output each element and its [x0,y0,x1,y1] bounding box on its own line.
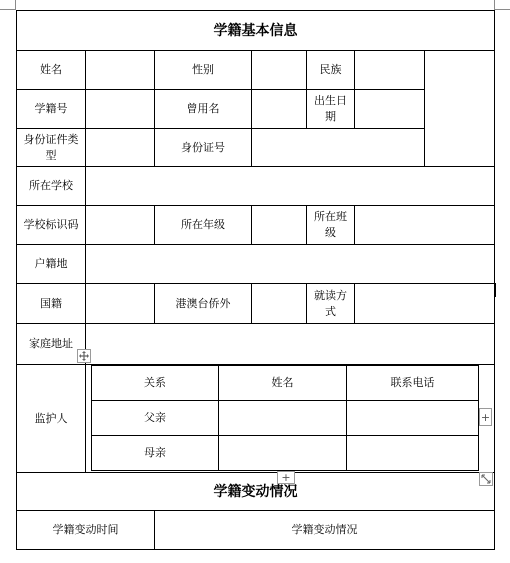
guardian-header-name: 姓名 [218,365,347,401]
page-corner-mark [0,0,16,10]
value-overseas[interactable] [251,283,307,324]
value-class[interactable] [354,205,495,245]
value-household[interactable] [85,244,495,284]
value-address[interactable] [85,323,495,365]
resize-icon [481,474,491,484]
label-overseas: 港澳台侨外 [154,283,252,324]
value-student-no[interactable] [85,89,155,129]
label-id-no: 身份证号 [154,128,252,167]
guardian-father-name[interactable] [218,400,347,436]
table-move-handle[interactable] [77,349,91,363]
value-school[interactable] [85,166,495,206]
label-former-name: 曾用名 [154,89,252,129]
value-name[interactable] [85,50,155,90]
label-household: 户籍地 [16,244,86,284]
label-id-type: 身份证件类型 [16,128,86,167]
label-nationality: 国籍 [16,283,86,324]
value-school-code[interactable] [85,205,155,245]
value-grade[interactable] [251,205,307,245]
value-id-type[interactable] [85,128,155,167]
add-row-button[interactable] [277,471,295,484]
label-guardian: 监护人 [16,364,86,473]
page-corner-mark [494,0,510,10]
guardian-father-phone[interactable] [346,400,479,436]
guardian-row-father: 父亲 [91,400,219,436]
label-gender: 性别 [154,50,252,90]
guardian-mother-name[interactable] [218,435,347,471]
guardian-mother-phone[interactable] [346,435,479,471]
value-study-mode[interactable] [354,283,495,324]
label-class: 所在班级 [306,205,355,245]
label-study-mode: 就读方式 [306,283,355,324]
label-grade: 所在年级 [154,205,252,245]
value-birth-date[interactable] [354,89,425,129]
table-title: 学籍基本信息 [16,10,495,51]
guardian-row-mother: 母亲 [91,435,219,471]
guardian-header-phone: 联系电话 [346,365,479,401]
label-name: 姓名 [16,50,86,90]
guardian-header-relation: 关系 [91,365,219,401]
label-address: 家庭地址 [16,323,86,365]
change-section-title: 学籍变动情况 [16,472,495,511]
table-resize-handle[interactable] [479,472,493,486]
label-birth-date: 出生日期 [306,89,355,129]
label-change-time: 学籍变动时间 [16,510,155,550]
value-nationality[interactable] [85,283,155,324]
text-cursor [494,283,496,297]
value-ethnicity[interactable] [354,50,425,90]
label-ethnicity: 民族 [306,50,355,90]
value-former-name[interactable] [251,89,307,129]
plus-icon: + [480,410,491,424]
add-column-button[interactable] [479,408,492,426]
label-school: 所在学校 [16,166,86,206]
label-change-detail: 学籍变动情况 [154,510,495,550]
photo-cell[interactable] [424,50,495,167]
move-icon [79,351,89,361]
plus-icon: + [281,471,291,484]
label-student-no: 学籍号 [16,89,86,129]
value-id-no[interactable] [251,128,425,167]
value-gender[interactable] [251,50,307,90]
label-school-code: 学校标识码 [16,205,86,245]
